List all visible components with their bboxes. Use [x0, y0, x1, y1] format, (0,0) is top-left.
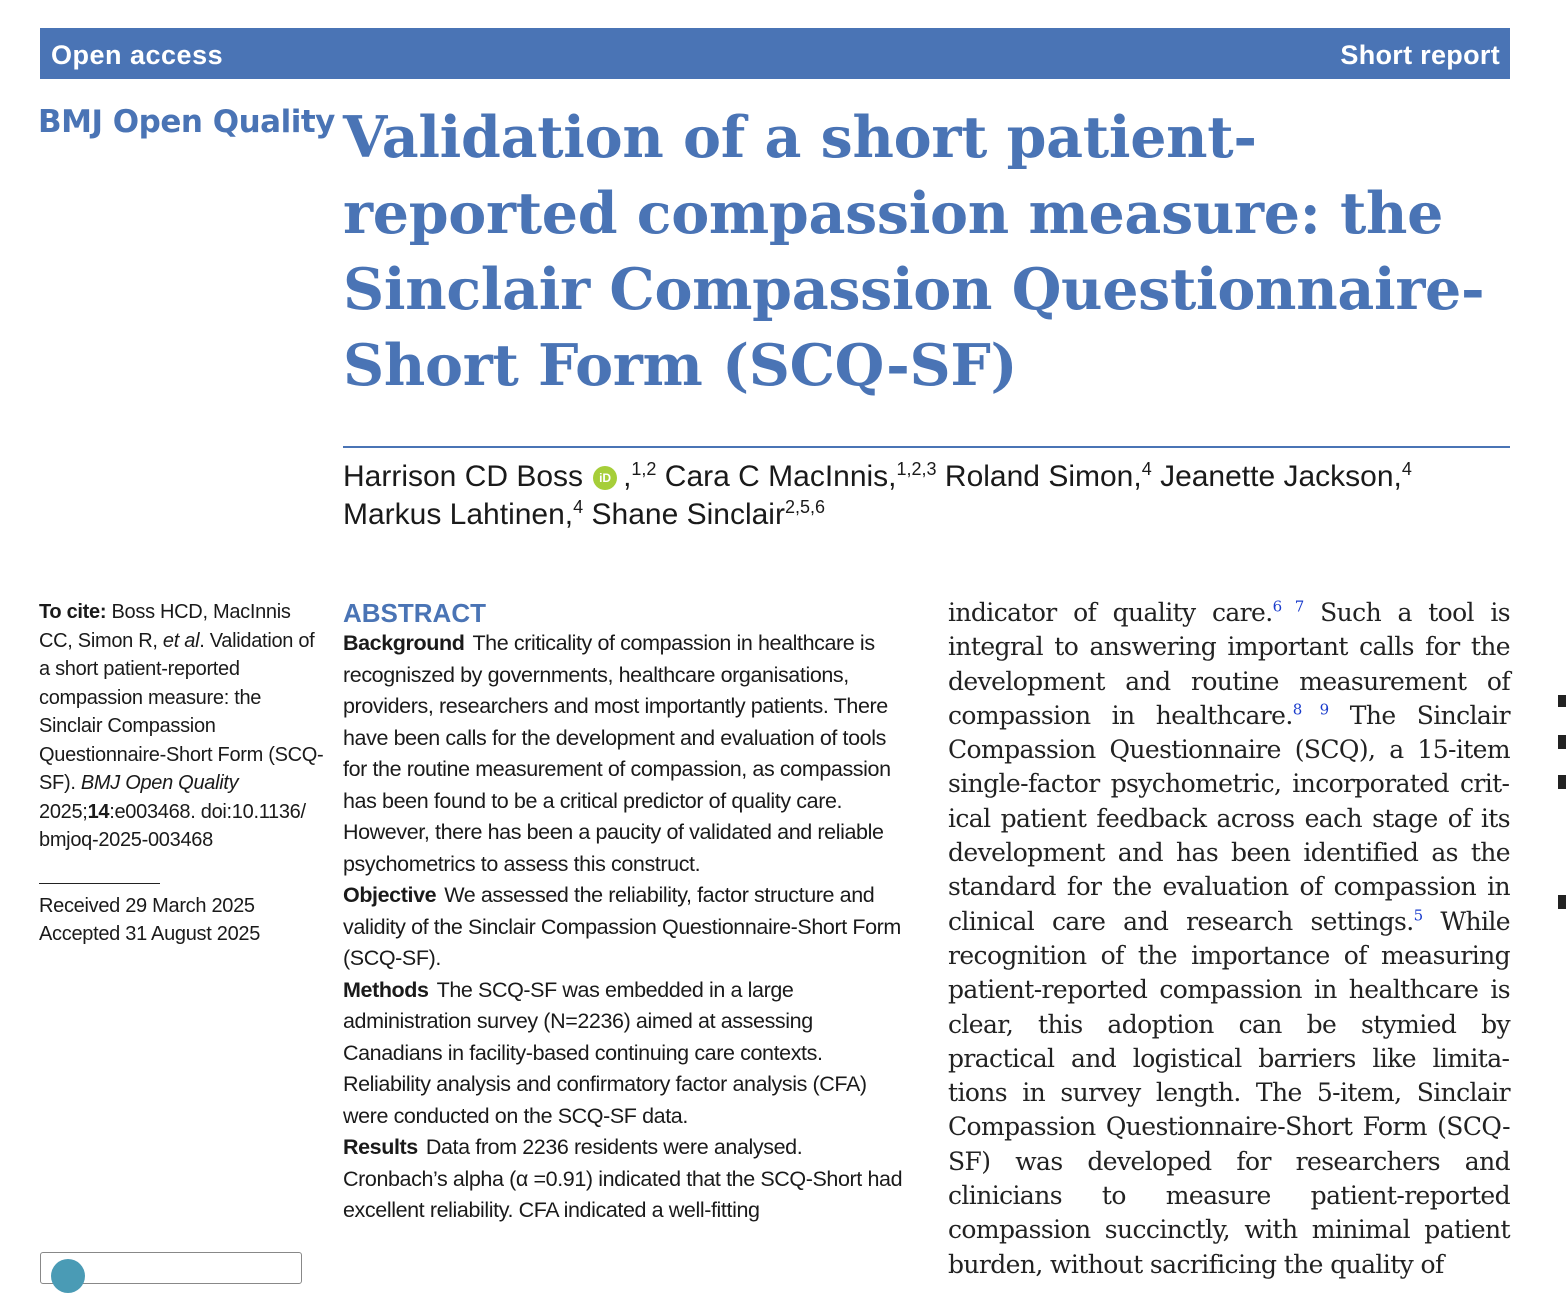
- article-title: Validation of a short patient-reported compassion measure: the Sinclair Compassion Questionnaire-Short Form (SCQ-SF): [343, 104, 1485, 399]
- journal-logo[interactable]: BMJ Open Quality: [38, 104, 335, 140]
- citation-sidebar: [39, 598, 324, 949]
- abstract-section: [343, 975, 905, 1133]
- received-date: Received 29 March 2025: [39, 894, 255, 917]
- citation-label: To cite:: [39, 601, 107, 623]
- affiliation-ref: 4: [573, 497, 584, 517]
- author-name[interactable]: Shane Sinclair: [591, 498, 785, 531]
- affiliation-ref: 1,2,3: [896, 459, 937, 479]
- section-text: The criticality of compassion in healthcare is recogniszed by governments, healthcare organisations, providers, researchers and most importantly patients. There have been calls for the development and evaluation of tools for the routine measurement of compassion, as compassion has been found to be a critical predictor of quality care. However, there has been a paucity of validated and reliable psychometrics to assess this construct.: [343, 631, 891, 876]
- orcid-icon[interactable]: iD: [593, 466, 617, 490]
- body-text: indicator of quality care.: [948, 598, 1273, 627]
- abstract-section: [343, 628, 905, 880]
- citation-volume: 14: [87, 800, 110, 823]
- body-text: While recognition of the importance of measuring patient-reported compassion in healthcare is clear, this adoption can be stymied by practical and logistical barriers like limitations in survey length. The 5-item, Sinclair Compassion Questionnaire-Short Form (SCQ-SF) was developed for researchers and clinicians to measure patient-reported compassion succinctly, with minimal patient burden, without sacrificing the quality of: [948, 906, 1510, 1279]
- abstract-heading: ABSTRACT: [343, 598, 486, 628]
- citation-doi[interactable]: :e003468. doi:10.1136/ bmjoq-2025-003468: [39, 800, 306, 851]
- citation-etal: et al: [162, 629, 200, 652]
- section-text: We assessed the reliability, factor structure and validity of the Sinclair Compassion Questionnaire-Short Form (SCQ-SF).: [343, 883, 901, 970]
- open-access-label: Open access: [51, 40, 224, 70]
- body-column: [948, 596, 1510, 1282]
- author-name[interactable]: Roland Simon,: [944, 460, 1142, 493]
- citation-text: [39, 598, 324, 855]
- author-name[interactable]: Cara C MacInnis,: [664, 460, 897, 493]
- article-type-label: Short report: [1340, 40, 1500, 70]
- body-text: The Sinclair Compassion Questionnaire (SCQ), a 15-item single-factor psychometric, incorporated critical patient feedback across each stage of its development and has been identified as the standard for the evaluation of compassion in clinical care and research settings.: [948, 700, 1510, 936]
- author-list: Harrison CD Boss iD ,$^{1,2}$ Cara C MacInnis,$^{1,2,3}$ Roland Simon,$^4$ Jeanette Jackson,$^4$ Markus Lahtinen,$^4$ Shane Sinclair$^{2,5,6}$: [343, 459, 1412, 531]
- edge-artifact: [1558, 695, 1566, 707]
- abstract: [343, 598, 905, 1227]
- affiliation-ref: 2,5,6: [784, 497, 825, 517]
- header-bar: [40, 28, 1510, 79]
- edge-artifact: [1558, 775, 1566, 789]
- check-updates-badge[interactable]: [40, 1252, 302, 1284]
- edge-artifact: [1558, 895, 1566, 909]
- body-paragraph: [948, 596, 1510, 1282]
- citation-authors: Boss HCD, MacInnis CC, Simon R,: [39, 601, 291, 652]
- affiliation-ref: 1,2: [631, 459, 657, 479]
- body-text: Such a tool is integral to answering important calls for the development and routine measurement of compassion in healthcare.: [948, 598, 1510, 730]
- section-text: The SCQ-SF was embedded in a large administration survey (N=2236) aimed at assessing Canadians in facility-based continuing care contexts. Reliability analysis and confirmatory factor analysis (CFA) were conducted on the SCQ-SF data.: [343, 977, 867, 1128]
- author-name[interactable]: Jeanette Jackson,: [1160, 460, 1402, 493]
- section-label: Results: [343, 1135, 418, 1159]
- affiliation-ref: 4: [1141, 459, 1152, 479]
- reference-link[interactable]: 8 9: [1292, 700, 1329, 719]
- citation-divider: [39, 883, 160, 884]
- title-divider: [343, 446, 1510, 448]
- citation-title: . Validation of a short patient-reported compassion measure: the Sinclair Compassion Questionnaire-Short Form (SCQ-SF).: [39, 629, 324, 794]
- section-label: Background: [343, 631, 465, 655]
- reference-link[interactable]: 5: [1413, 906, 1423, 925]
- affiliation-ref: 4: [1401, 459, 1412, 479]
- edge-artifact: [1558, 735, 1566, 749]
- check-updates-icon: [51, 1259, 85, 1293]
- citation-year: 2025;: [39, 800, 88, 823]
- accepted-date: Accepted 31 August 2025: [39, 923, 261, 945]
- author-name[interactable]: Markus Lahtinen,: [343, 498, 574, 531]
- section-label: Methods: [343, 977, 429, 1002]
- citation-journal: BMJ Open Quality: [80, 772, 239, 794]
- reference-link[interactable]: 6 7: [1272, 597, 1304, 616]
- author-name[interactable]: Harrison CD Boss: [343, 460, 584, 493]
- abstract-section: [343, 880, 905, 975]
- section-text: Data from 2236 residents were analysed. Cronbach’s alpha (α =0.91) indicated that the SCQ-Short had excellent reliability. CFA indicated a well-fitting: [343, 1135, 903, 1222]
- abstract-section: [343, 1132, 905, 1227]
- section-label: Objective: [343, 883, 437, 907]
